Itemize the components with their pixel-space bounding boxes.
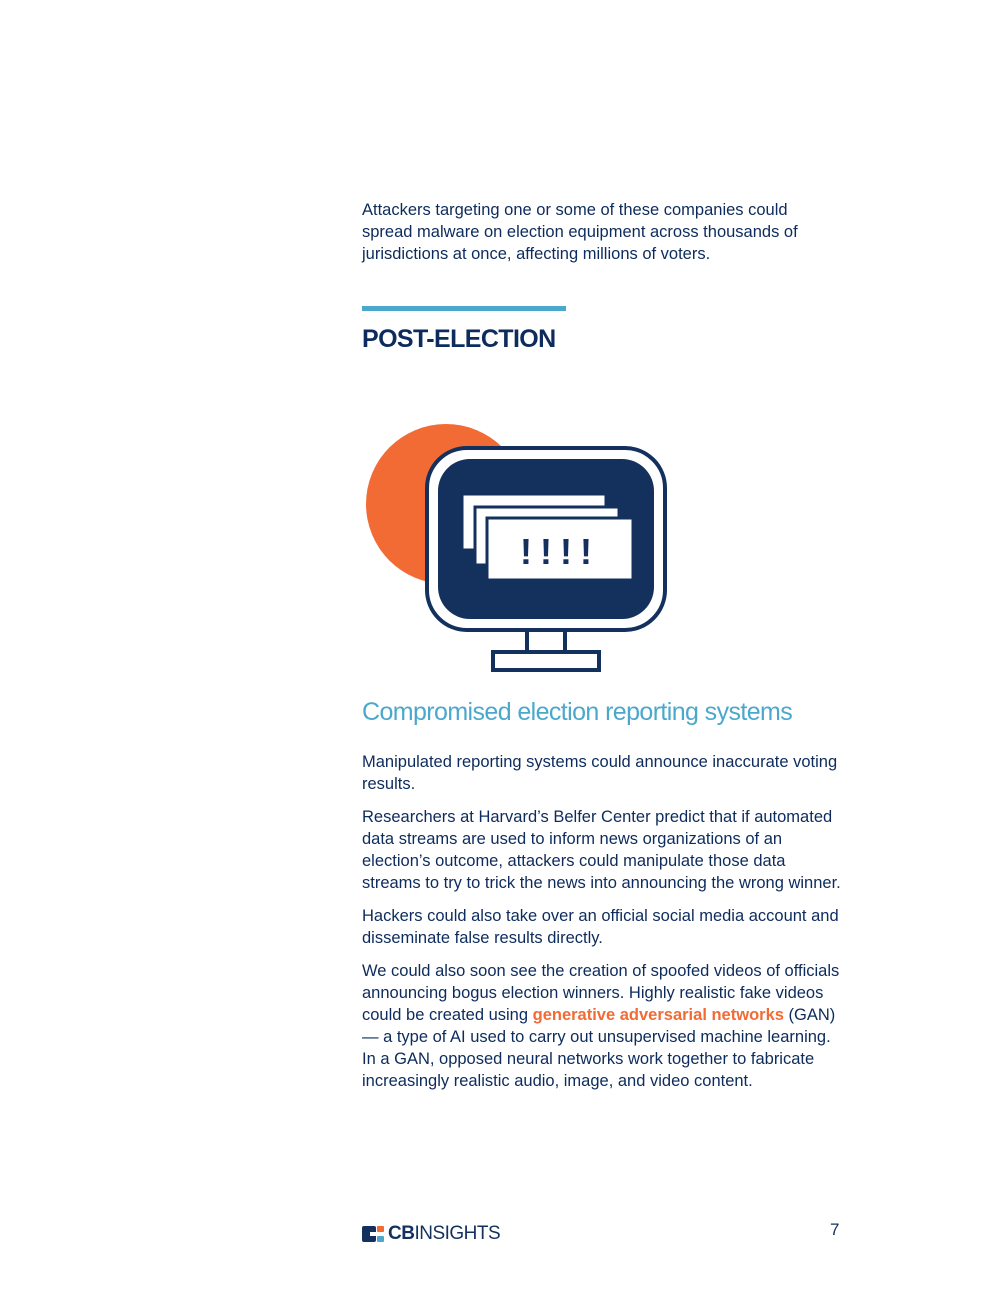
paragraph-1: Manipulated reporting systems could announce inaccurate voting results.: [362, 753, 838, 793]
section-divider: [362, 306, 566, 311]
monitor-base: [493, 652, 599, 670]
body-text: [362, 751, 842, 1103]
logo-wordmark: [388, 1223, 500, 1245]
subheading: Compromised election reporting systems: [362, 698, 793, 726]
logo-cb: CB: [388, 1223, 415, 1244]
paragraph-4-end: (GAN) — a type of AI used to carry out unsupervised machine learning. In a GAN, opposed neural networks work together to fabricate increasingly realistic audio, image, and video content.: [362, 1006, 836, 1090]
gan-link[interactable]: generative adversarial networks: [532, 1006, 784, 1024]
logo-insights: INSIGHTS: [414, 1223, 501, 1244]
cb-logo-icon: [362, 1226, 384, 1242]
alert-text: !!!!: [520, 531, 600, 572]
paragraph-2: Researchers at Harvard’s Belfer Center predict that if automated data streams are used to inform news organizations of an election’s outcome, attackers could manipulate those data streams to try to trick the news into announcing the wrong winner.: [362, 808, 841, 892]
monitor-alert-icon: [362, 412, 672, 678]
page-number: 7: [830, 1220, 840, 1239]
cb-insights-logo: [362, 1222, 500, 1246]
monitor-illustration: [362, 412, 672, 678]
paragraph-3: Hackers could also take over an official social media account and disseminate false results directly.: [362, 907, 839, 947]
paragraph-4: [362, 960, 842, 1092]
intro-paragraph: Attackers targeting one or some of these companies could spread malware on election equipment across thousands of jurisdictions at once, affecting millions of voters.: [362, 201, 798, 263]
paragraph-4-start: We could also soon see the creation of spoofed videos of officials announcing bogus election winners. Highly realistic fake videos could be created using: [362, 962, 840, 1024]
section-heading: POST-ELECTION: [362, 325, 556, 353]
